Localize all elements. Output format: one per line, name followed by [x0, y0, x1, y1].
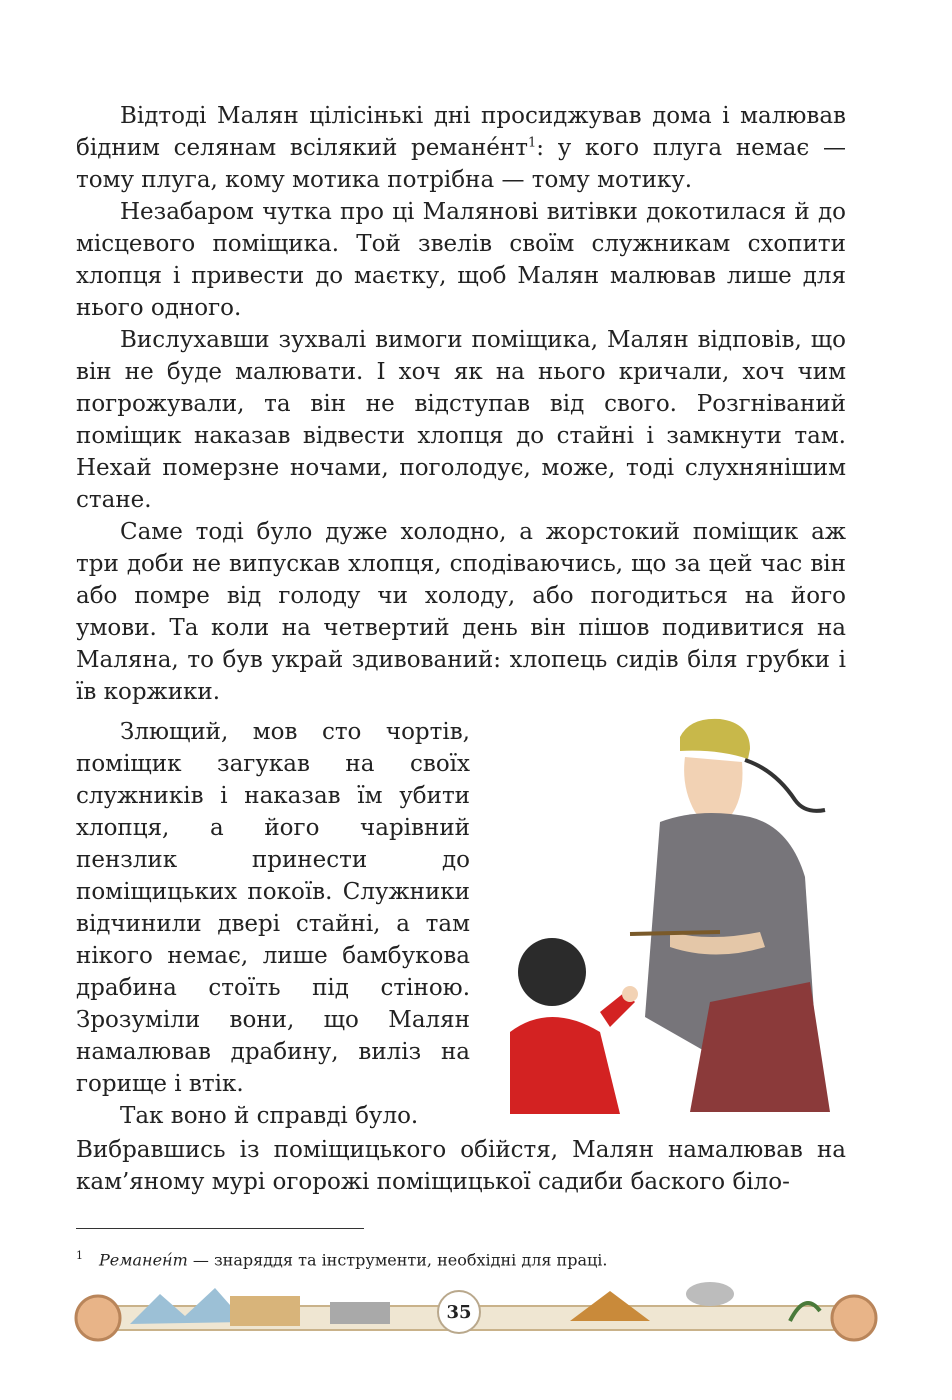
- illustration-painter-and-boy: [490, 702, 846, 1114]
- main-text-bottom: [76, 1134, 846, 1198]
- paragraph-3: Вислухавши зухвалі вимоги поміщика, Малян відповів, що він не буде малювати. І хоч як на нього кричали, хоч чим погрожували, та він не відступав від свого. Розгніваний поміщик наказав відвести хлопця до стайні і замкнути там. Нехай померзне ночами, поголодує, може, тоді слухнянішим стане.: [76, 327, 846, 513]
- paragraph-1: Відтоді Малян цілісінькі дні просиджував дома і малював бідним селянам всілякий ремане́нт$^1$: у кого плуга немає — тому плуга, кому мотика потрібна — тому мотику.: [76, 103, 846, 193]
- paragraph-2: Незабаром чутка про ці Малянові витівки докотилася й до місцевого поміщика. Той звелів своїм служникам схопити хлопця і привести до маєтку, щоб Малян малював лише для нього одного.: [76, 199, 846, 321]
- footnote-term: Реманен́т: [99, 1250, 188, 1270]
- footnote-divider: [76, 1228, 364, 1229]
- footnote-ref: 1: [527, 135, 537, 151]
- paragraph-4: Саме тоді було дуже холодно, а жорстокий поміщик аж три доби не випускав хлопця, сподіваючись, що за цей час він або помре від голоду чи холоду, або погодиться на його умови. Та коли на четвертий день він пішов подивитися на Маляна, то був украй здивований: хлопець сидів біля грубки і їв коржики.: [76, 519, 846, 705]
- page-number: 35: [437, 1290, 481, 1334]
- main-text-top: [76, 100, 846, 708]
- paragraph-5: Злющий, мов сто чортів, поміщик загукав на своїх служників і наказав їм убити хлопця, а його чарівний пензлик принести до поміщицьких покоїв. Служники відчинили двері стайні, а там нікого немає, лише бамбукова драбина стоїть під стіною. Зрозуміли вони, що Малян намалював драбину, виліз на горище і втік.: [76, 719, 470, 1097]
- main-text-narrow: [76, 716, 470, 1132]
- paragraph-6-rest: Вибравшись із поміщицького обійстя, Малян намалював на кам’яному мурі огорожі поміщицької садиби баского біло-: [76, 1137, 846, 1195]
- paragraph-6-start: Так воно й справді було.: [120, 1103, 419, 1129]
- footnote: $^1$ Реманен́т — знаряддя та інструменти, необхідні для праці.: [76, 1249, 608, 1270]
